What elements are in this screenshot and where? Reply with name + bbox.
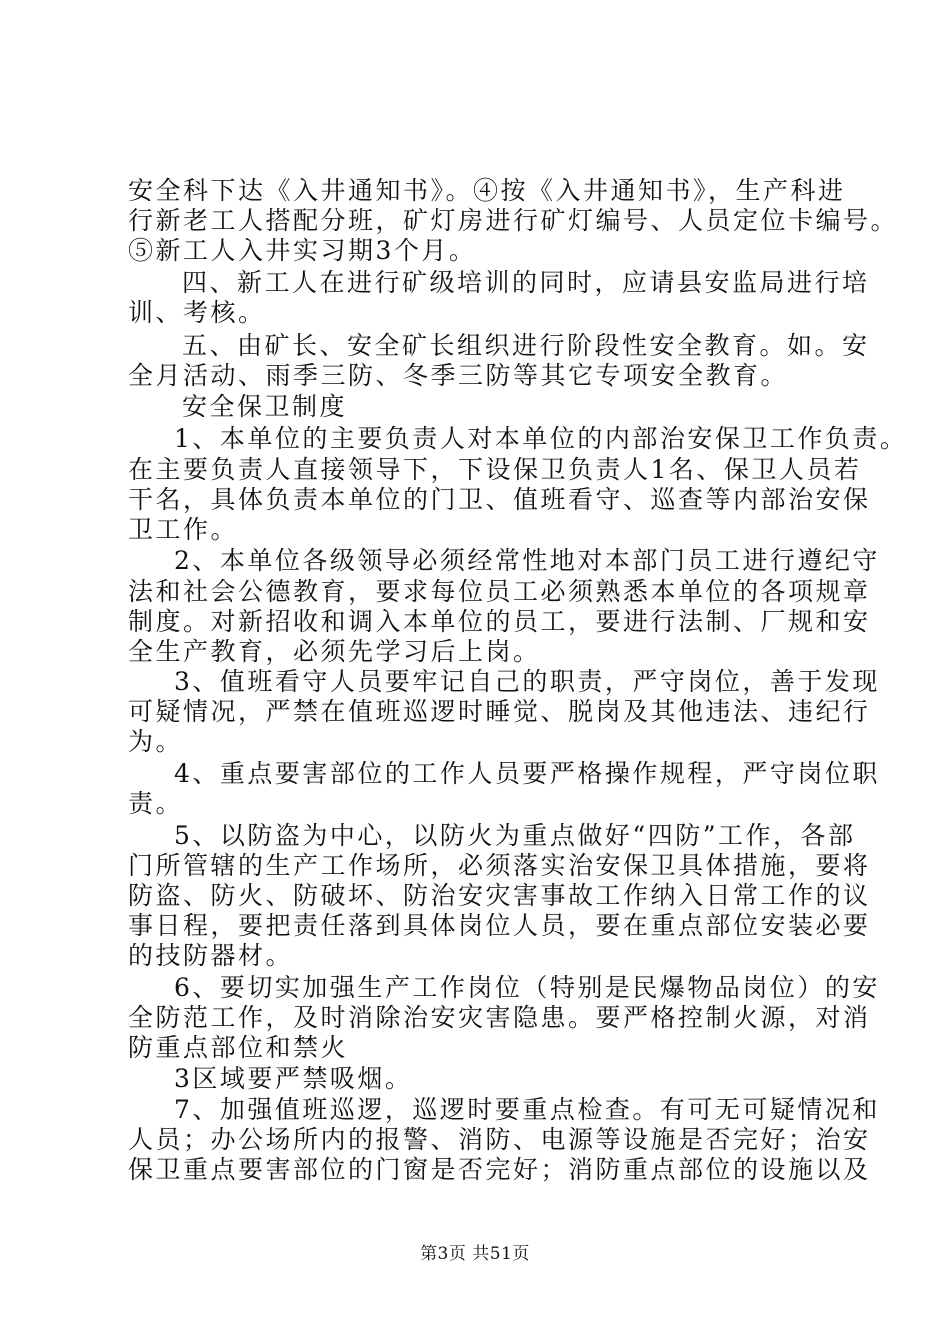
text-line: 3区域要严禁吸烟。 xyxy=(174,1064,413,1093)
text-line: 在主要负责人直接领导下，下设保卫负责人1名、保卫人员若 xyxy=(128,455,862,484)
text-line: 门所管辖的生产工作场所，必须落实治安保卫具体措施，要将 xyxy=(128,851,871,880)
text-line: 全防范工作，及时消除治安灾害隐患。要严格控制火源，对消 xyxy=(128,1003,871,1032)
text-line: 卫工作。 xyxy=(128,515,239,544)
text-line: 3、值班看守人员要牢记自己的职责，严守岗位，善于发现 xyxy=(174,667,880,696)
text-line: 防重点部位和禁火 xyxy=(128,1033,349,1062)
text-line: 法和社会公德教育，要求每位员工必须熟悉本单位的各项规章 xyxy=(128,577,871,606)
text-line: 责。 xyxy=(128,789,184,818)
text-line: 6、要切实加强生产工作岗位（特别是民爆物品岗位）的安 xyxy=(174,973,880,1002)
section-heading: 安全保卫制度 xyxy=(182,392,348,421)
text-line: 四、新工人在进行矿级培训的同时，应请县安监局进行培 xyxy=(182,268,870,297)
text-line: 安全科下达《入井通知书》。④按《入井通知书》，生产科进 xyxy=(128,176,846,205)
text-line: 人员；办公场所内的报警、消防、电源等设施是否完好；治安 xyxy=(128,1125,871,1154)
text-line: 干名，具体负责本单位的门卫、值班看守、巡查等内部治安保 xyxy=(128,485,871,514)
text-line: ⑤新工人入井实习期3个月。 xyxy=(128,236,477,265)
text-line: 五、由矿长、安全矿长组织进行阶段性安全教育。如。安 xyxy=(182,331,870,360)
text-line: 事日程，要把责任落到具体岗位人员，要在重点部位安装必要 xyxy=(128,911,871,940)
text-line: 训、考核。 xyxy=(128,298,266,327)
text-line: 1、本单位的主要负责人对本单位的内部治安保卫工作负责。 xyxy=(174,424,908,453)
text-line: 全生产教育，必须先学习后上岗。 xyxy=(128,637,541,666)
text-line: 全月活动、雨季三防、冬季三防等其它专项安全教育。 xyxy=(128,361,789,390)
text-line: 防盗、防火、防破坏、防治安灾害事故工作纳入日常工作的议 xyxy=(128,881,871,910)
text-line: 可疑情况，严禁在值班巡逻时睡觉、脱岗及其他违法、违纪行 xyxy=(128,697,871,726)
text-line: 2、本单位各级领导必须经常性地对本部门员工进行遵纪守 xyxy=(174,546,880,575)
text-line: 7、加强值班巡逻，巡逻时要重点检查。有可无可疑情况和 xyxy=(174,1095,880,1124)
page-footer: 第3页 共51页 xyxy=(420,1244,530,1264)
text-line: 的技防器材。 xyxy=(128,941,294,970)
text-line: 行新老工人搭配分班，矿灯房进行矿灯编号、人员定位卡编号。 xyxy=(128,206,899,235)
text-line: 保卫重点要害部位的门窗是否完好；消防重点部位的设施以及 xyxy=(128,1155,871,1184)
text-line: 为。 xyxy=(128,727,184,756)
text-line: 4、重点要害部位的工作人员要严格操作规程，严守岗位职 xyxy=(174,759,880,788)
text-line: 制度。对新招收和调入本单位的员工，要进行法制、厂规和安 xyxy=(128,607,871,636)
text-line: 5、以防盗为中心，以防火为重点做好“四防”工作，各部 xyxy=(174,821,856,850)
